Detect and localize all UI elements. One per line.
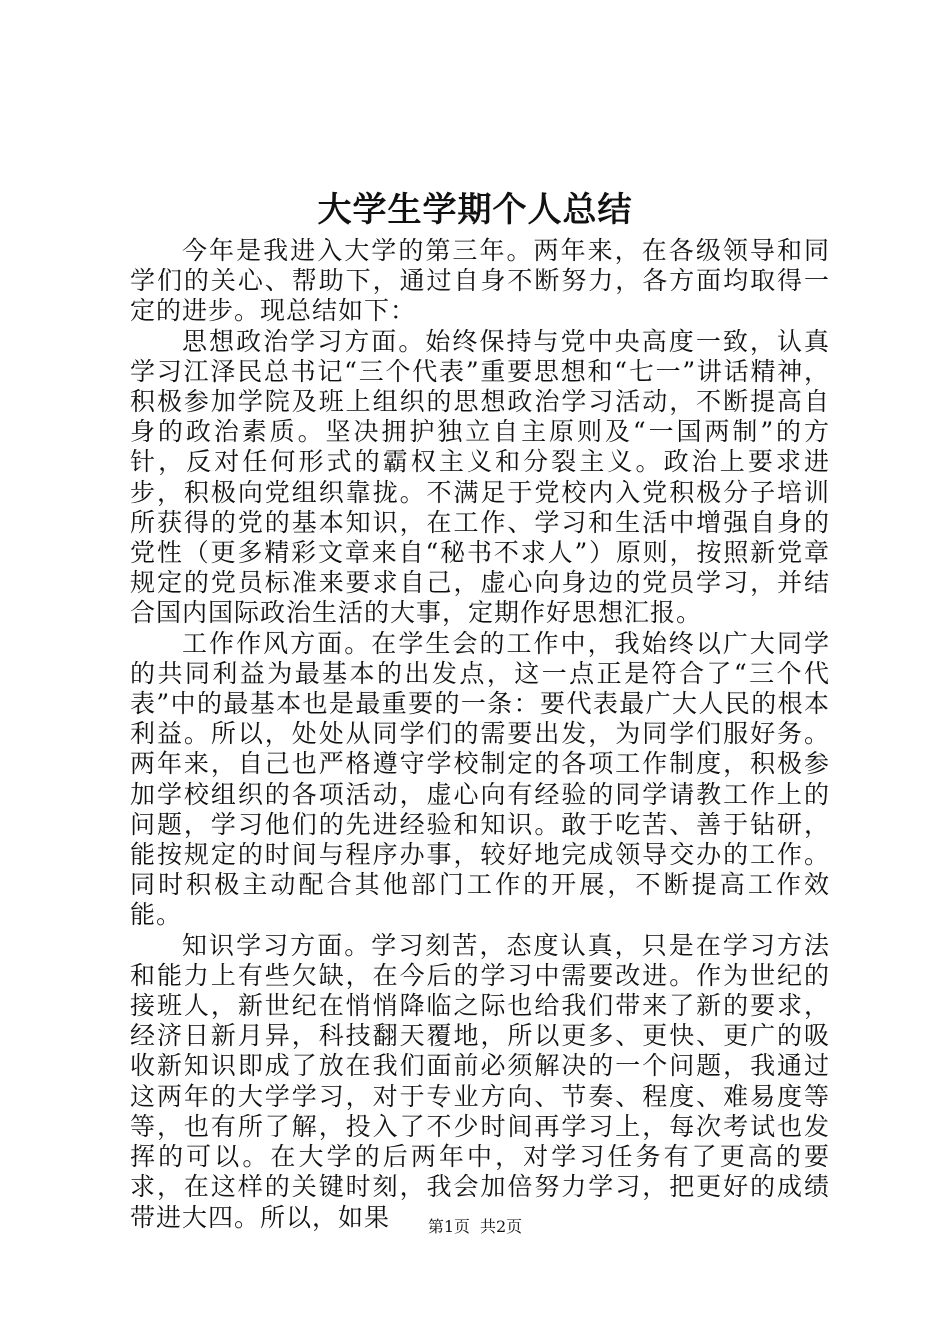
- page-footer: [0, 1216, 950, 1238]
- paragraph-knowledge-study: 知识学习方面。学习刻苦，态度认真，只是在学习方法和能力上有些欠缺，在今后的学习中需要改进。作为世纪的接班人，新世纪在悄悄降临之际也给我们带来了新的要求，经济日新月异，科技翻天覆地，所以更多、更快、更广的吸收新知识即成了放在我们面前必须解决的一个问题，我通过这两年的大学学习，对于专业方向、节奏、程度、难易度等等，也有所了解，投入了不少时间再学习上，每次考试也发挥的可以。在大学的后两年中，对学习任务有了更高的要求，在这样的关键时刻，我会加倍努力学习，把更好的成绩带进大四。所以，如果: [130, 930, 830, 1232]
- document-title: 大学生学期个人总结: [317, 190, 633, 230]
- document-body: [130, 236, 830, 1233]
- paragraph-intro: 今年是我进入大学的第三年。两年来，在各级领导和同学们的关心、帮助下，通过自身不断努力，各方面均取得一定的进步。现总结如下：: [130, 236, 830, 326]
- paragraph-work-style: 工作作风方面。在学生会的工作中，我始终以广大同学的共同利益为最基本的出发点，这一点正是符合了“三个代表”中的最基本也是最重要的一条：要代表最广大人民的根本利益。所以，处处从同学们的需要出发，为同学们服好务。两年来，自己也严格遵守学校制定的各项工作制度，积极参加学校组织的各项活动，虚心向有经验的同学请教工作上的问题，学习他们的先进经验和知识。敢于吃苦、善于钻研，能按规定的时间与程序办事，较好地完成领导交办的工作。同时积极主动配合其他部门工作的开展，不断提高工作效能。: [130, 628, 830, 930]
- page-total: 共2页: [480, 1217, 523, 1236]
- page-number: 第1页: [427, 1217, 470, 1236]
- paragraph-political-study: 思想政治学习方面。始终保持与党中央高度一致，认真学习江泽民总书记“三个代表”重要思想和“七一”讲话精神，积极参加学院及班上组织的思想政治学习活动，不断提高自身的政治素质。坚决拥护独立自主原则及“一国两制”的方针，反对任何形式的霸权主义和分裂主义。政治上要求进步，积极向党组织靠拢。不满足于党校内入党积极分子培训所获得的党的基本知识，在工作、学习和生活中增强自身的党性（更多精彩文章来自“秘书不求人”）原则，按照新党章规定的党员标准来要求自己，虚心向身边的党员学习，并结合国内国际政治生活的大事，定期作好思想汇报。: [130, 326, 830, 628]
